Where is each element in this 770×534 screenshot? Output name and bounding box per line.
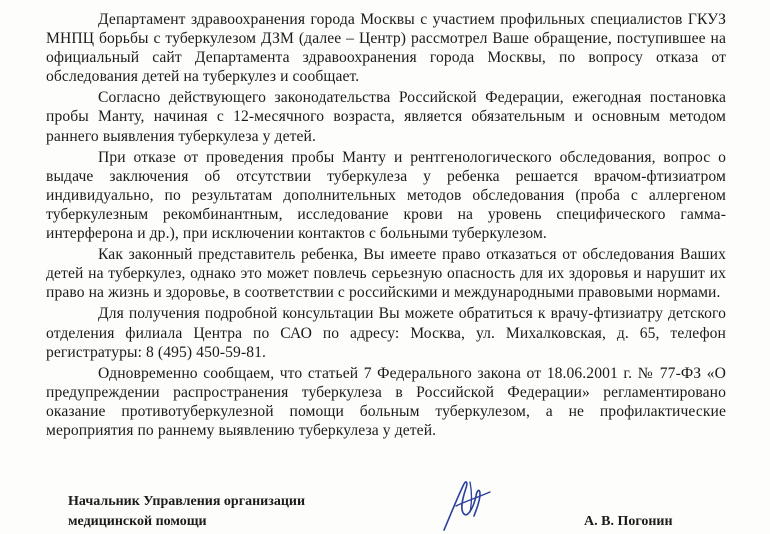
paragraph-intro: Департамент здравоохранения города Москвы с участием профильных специалистов ГКУЗ МНПЦ борьбы с туберкулезом ДЗМ (далее – Центр) рассмотрел Ваше обращение, поступившее на официальный сайт Департамента здравоохранения города Москвы, по вопросу отказа от обследования детей на туберкулез и сообщает. bbox=[46, 11, 726, 86]
letter-body bbox=[46, 10, 726, 440]
handwritten-signature-icon bbox=[430, 476, 510, 534]
signatory-position-line1: Начальник Управления организации bbox=[68, 494, 306, 509]
paragraph-legislation: Согласно действующего законодательства Российской Федерации, ежегодная постановка пробы Манту, начиная с 12-месячного возраста, является обязательным и основным методом раннего выявления туберкулеза у детей. bbox=[46, 89, 726, 145]
paragraph-consultation: Для получения подробной консультации Вы можете обратиться к врачу-фтизиатру детского отделения филиала Центра по САО по адресу: Москва, ул. Михалковская, д. 65, телефон регистратуры: 8 (495) 450-59-81. bbox=[46, 305, 726, 361]
signatory-position-line2: медицинской помощи bbox=[68, 514, 207, 529]
signatory-name: А. В. Погонин bbox=[584, 514, 673, 529]
paragraph-legal-representative: Как законный представитель ребенка, Вы имеете право отказаться от обследования Ваших детей на туберкулез, однако это может повлечь серьезную опасность для их здоровья и нарушит их право на жизнь и здоровье, в соответствии с российскими и международными правовыми нормами. bbox=[46, 246, 726, 302]
paragraph-federal-law: Одновременно сообщаем, что статьей 7 Федерального закона от 18.06.2001 г. № 77-ФЗ «О предупреждении распространения туберкулеза в Российской Федерации» регламентировано оказание противотуберкулезной помощи больным туберкулезом, а не профилактические мероприятия по раннему выявлению туберкулеза у детей. bbox=[46, 364, 726, 439]
paragraph-refusal: При отказе от проведения пробы Манту и рентгенологического обследования, вопрос о выдаче заключения об отсутствии туберкулеза у ребенка решается врачом-фтизиатром индивидуально, по результатам дополнительных методов обследования (проба с аллергеном туберкулезным рекомбинантным, исследование крови на уровень специфического гамма-интерферона и др.), при исключении контактов с больными туберкулезом. bbox=[46, 148, 726, 243]
signatory-position bbox=[68, 492, 305, 532]
